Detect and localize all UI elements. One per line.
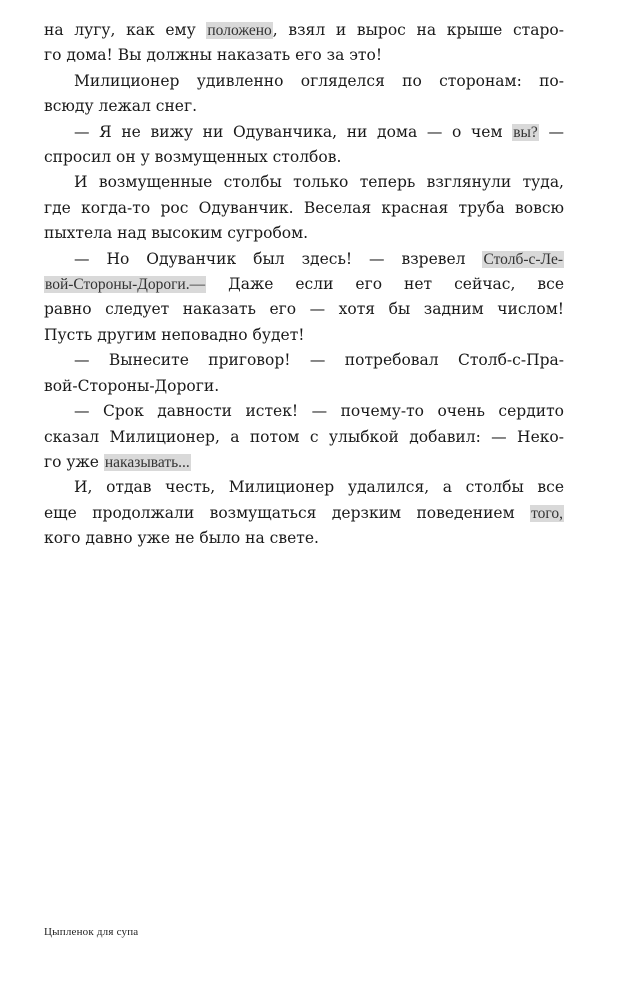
text-segment: И возмущенные столбы только теперь взглянули туда,: [74, 173, 564, 192]
text-line: [44, 69, 564, 94]
text-line: [44, 247, 564, 272]
text-segment: сказал Милиционер, а потом с улыбкой добавил: — Неко-: [44, 427, 564, 446]
text-segment: где когда-то рос Одуванчик. Веселая красная труба вовсю: [44, 198, 564, 217]
text-line: [44, 170, 564, 195]
text-line: [44, 374, 564, 399]
highlighted-word: вы?: [513, 123, 538, 141]
text-segment: вой-Стороны-Дороги.: [44, 376, 220, 395]
text-line: [44, 18, 564, 43]
paragraph: [44, 69, 564, 120]
highlighted-word: положено: [207, 22, 272, 39]
text-segment: — Срок давности истек! — почему-то очень сердито: [74, 402, 564, 421]
text-line: [44, 399, 564, 424]
paragraph: [44, 475, 564, 551]
text-segment: кого давно уже не было на свете.: [44, 529, 319, 548]
highlighted-word: того,: [531, 504, 563, 522]
text-segment: всюду лежал снег.: [44, 97, 198, 116]
text-line: [44, 221, 564, 246]
text-line: [44, 425, 564, 450]
paragraph: [44, 170, 564, 246]
text-segment: го уже: [44, 452, 104, 471]
text-line: [44, 120, 564, 145]
text-segment: еще продолжали возмущаться дерзким поведением: [44, 503, 531, 522]
text-segment: , взял и вырос на крыше старо-: [272, 21, 564, 39]
text-line: [44, 475, 564, 500]
text-segment: И, отдав честь, Милиционер удалился, а столбы все: [74, 478, 564, 497]
text-line: [44, 526, 564, 551]
text-segment: — Я не вижу ни Одуванчика, ни дома — о чем: [74, 122, 513, 141]
text-segment: пыхтела над высоким сугробом.: [44, 224, 309, 243]
text-line: [44, 43, 564, 68]
text-line: [44, 348, 564, 373]
paragraph: [44, 247, 564, 349]
paragraph: [44, 399, 564, 475]
text-line: [44, 94, 564, 119]
text-segment: Даже если его нет сейчас, все: [206, 275, 564, 294]
text-line: [44, 145, 564, 170]
paragraph: [44, 348, 564, 399]
text-segment: равно следует наказать его — хотя бы задним числом!: [44, 300, 564, 319]
text-segment: —: [538, 122, 564, 141]
text-line: [44, 196, 564, 221]
highlighted-word: наказывать...: [104, 453, 190, 471]
paragraph: [44, 18, 564, 69]
text-segment: — Но Одуванчик был здесь! — взревел: [74, 249, 483, 268]
text-line: [44, 450, 564, 475]
text-line: [44, 297, 564, 322]
text-line: [44, 272, 564, 297]
text-segment: на лугу, как ему: [44, 21, 207, 39]
highlighted-word: вой-Стороны-Дороги.—: [45, 276, 206, 294]
text-segment: Пусть другим неповадно будет!: [44, 325, 305, 344]
text-line: [44, 501, 564, 526]
highlighted-word: Столб-с-Ле-: [483, 250, 563, 268]
text-segment: спросил он у возмущенных столбов.: [44, 148, 342, 167]
paragraph: [44, 120, 564, 171]
text-segment: го дома! Вы должны наказать его за это!: [44, 46, 383, 65]
body-text: [44, 18, 564, 552]
text-line: [44, 323, 564, 348]
running-footer: Цыпленок для супа: [44, 926, 139, 938]
text-segment: Милиционер удивленно огляделся по сторонам: по-: [74, 71, 564, 90]
text-segment: — Вынесите приговор! — потребовал Столб-с-Пра-: [74, 351, 564, 370]
